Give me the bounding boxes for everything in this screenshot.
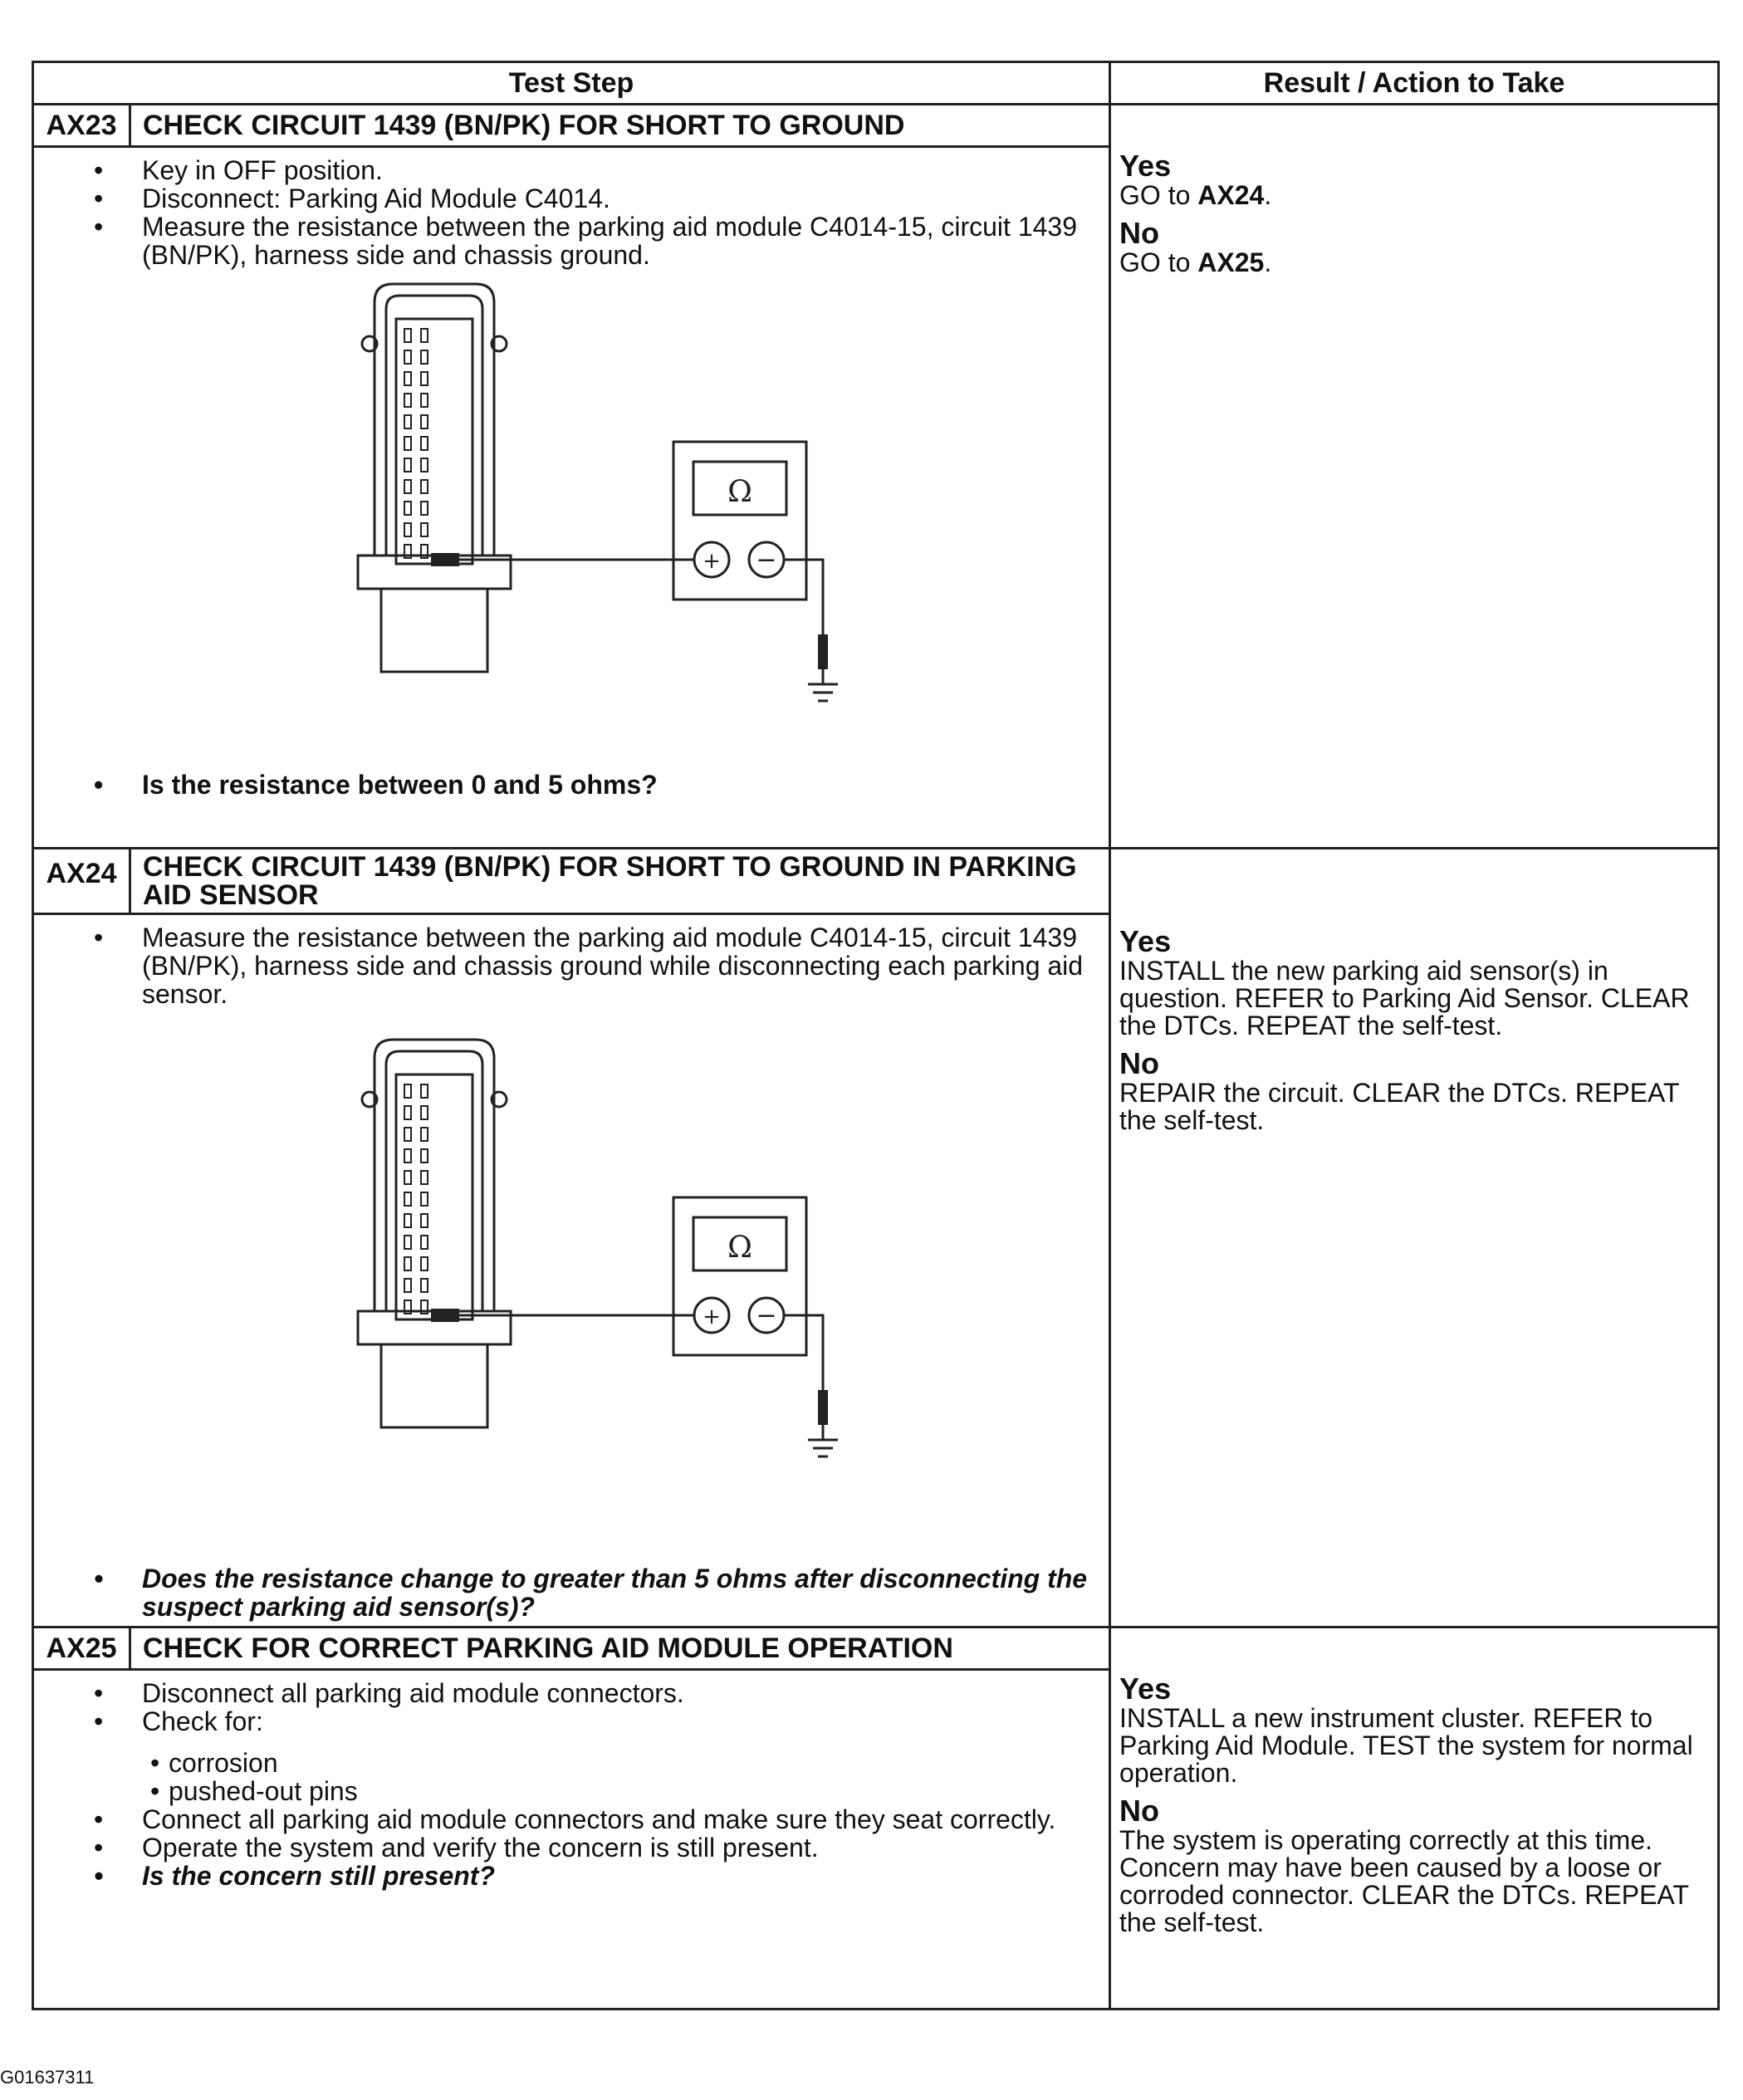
step-title: CHECK CIRCUIT 1439 (BN/PK) FOR SHORT TO GROUND IN PARKING AID SENSOR xyxy=(130,849,1110,914)
step-instructions xyxy=(34,156,1109,269)
step-body-cell xyxy=(33,914,1110,1628)
plus-sign: + xyxy=(703,1305,721,1329)
step-id: AX25 xyxy=(33,1628,130,1670)
instruction-item: • Connect all parking aid module connectors and make sure they seat correctly. xyxy=(142,1805,1109,1833)
figure-code: G01637311 xyxy=(0,2067,95,2088)
step-question xyxy=(34,1564,1109,1621)
sub-item: • pushed-out pins xyxy=(169,1777,1109,1805)
no-action: The system is operating correctly at this time. Concern may have been caused by a loose or corroded connector. CLEAR the DTCs. REPEAT the self-test. xyxy=(1119,1825,1689,1937)
yes-label: Yes xyxy=(1119,924,1172,958)
instruction-item: • Measure the resistance between the parking aid module C4014-15, circuit 1439 (BN/PK), harness side and chassis ground. xyxy=(142,213,1109,269)
step-result-cell xyxy=(1110,1628,1719,2009)
ohm-symbol: Ω xyxy=(727,475,752,509)
connector-boot xyxy=(381,1344,487,1427)
step-title: CHECK FOR CORRECT PARKING AID MODULE OPERATION xyxy=(130,1628,1110,1670)
no-label: No xyxy=(1119,1794,1160,1828)
connector-body xyxy=(375,1040,494,1311)
plus-sign: + xyxy=(703,549,721,574)
step-question xyxy=(34,771,1109,799)
yes-label: Yes xyxy=(1119,1672,1172,1706)
test-step-header: Test Step xyxy=(33,62,1110,105)
step-title-row xyxy=(33,849,1719,914)
minus-sign: − xyxy=(756,546,777,575)
connector-body xyxy=(375,284,494,556)
instruction-item: • Key in OFF position. xyxy=(142,156,1109,184)
step-instructions xyxy=(34,923,1109,1008)
instruction-item: • Disconnect all parking aid module connectors. xyxy=(142,1679,1109,1707)
negative-test-lead xyxy=(784,560,823,634)
no-action: GO to AX25. xyxy=(1119,247,1272,277)
step-title: CHECK CIRCUIT 1439 (BN/PK) FOR SHORT TO GROUND xyxy=(130,105,1110,147)
probe-tip xyxy=(431,1309,459,1322)
step-instructions xyxy=(34,1679,1109,1890)
instruction-item: • Measure the resistance between the parking aid module C4014-15, circuit 1439 (BN/PK), harness side and chassis ground while disconnecting each parking aid sensor. xyxy=(142,923,1109,1008)
no-label: No xyxy=(1119,216,1160,250)
probe-tip xyxy=(431,553,459,566)
ohmmeter-connector-diagram xyxy=(333,1025,898,1490)
question-item: • Is the resistance between 0 and 5 ohms? xyxy=(142,771,1109,799)
step-result-cell xyxy=(1110,849,1719,1628)
instruction-item xyxy=(142,1707,1109,1805)
check-sublist xyxy=(142,1749,1109,1805)
pinpoint-test-table xyxy=(32,61,1720,2010)
yes-action: GO to AX24. xyxy=(1119,180,1272,210)
yes-action: INSTALL a new instrument cluster. REFER to Parking Aid Module. TEST the system for normal operation. xyxy=(1119,1703,1693,1788)
ohm-symbol: Ω xyxy=(727,1231,752,1265)
step-id: AX23 xyxy=(33,105,130,147)
yes-label: Yes xyxy=(1119,149,1172,183)
step-title-row xyxy=(33,105,1719,147)
step-body-cell xyxy=(33,1670,1110,2009)
chassis-ground-symbol xyxy=(808,1425,838,1456)
instruction-item: • Operate the system and verify the concern is still present. xyxy=(142,1833,1109,1862)
ground-probe xyxy=(818,1390,828,1425)
chassis-ground-symbol xyxy=(808,669,838,701)
minus-sign: − xyxy=(756,1301,777,1330)
instruction-text: Check for: xyxy=(142,1706,263,1736)
step-id: AX24 xyxy=(33,849,130,914)
yes-action: INSTALL the new parking aid sensor(s) in question. REFER to Parking Aid Sensor. CLEAR the DTCs. REPEAT the self-test. xyxy=(1119,956,1690,1040)
sub-item: • corrosion xyxy=(169,1749,1109,1777)
no-action: REPAIR the circuit. CLEAR the DTCs. REPEAT the self-test. xyxy=(1119,1078,1679,1135)
connector-boot xyxy=(381,589,487,672)
ohmmeter-connector-diagram xyxy=(333,269,898,734)
step-title-row xyxy=(33,1628,1719,1670)
question-item: • Does the resistance change to greater than 5 ohms after disconnecting the suspect parking aid sensor(s)? xyxy=(142,1564,1109,1621)
result-action-header: Result / Action to Take xyxy=(1110,62,1719,105)
negative-test-lead xyxy=(784,1315,823,1390)
ground-probe xyxy=(818,634,828,669)
table-header-row xyxy=(33,62,1719,105)
no-label: No xyxy=(1119,1046,1160,1080)
step-body-cell xyxy=(33,147,1110,849)
question-item: • Is the concern still present? xyxy=(142,1862,1109,1890)
diagnostic-table-sheet xyxy=(32,61,1717,2010)
step-result-cell xyxy=(1110,105,1719,849)
instruction-item: • Disconnect: Parking Aid Module C4014. xyxy=(142,184,1109,213)
